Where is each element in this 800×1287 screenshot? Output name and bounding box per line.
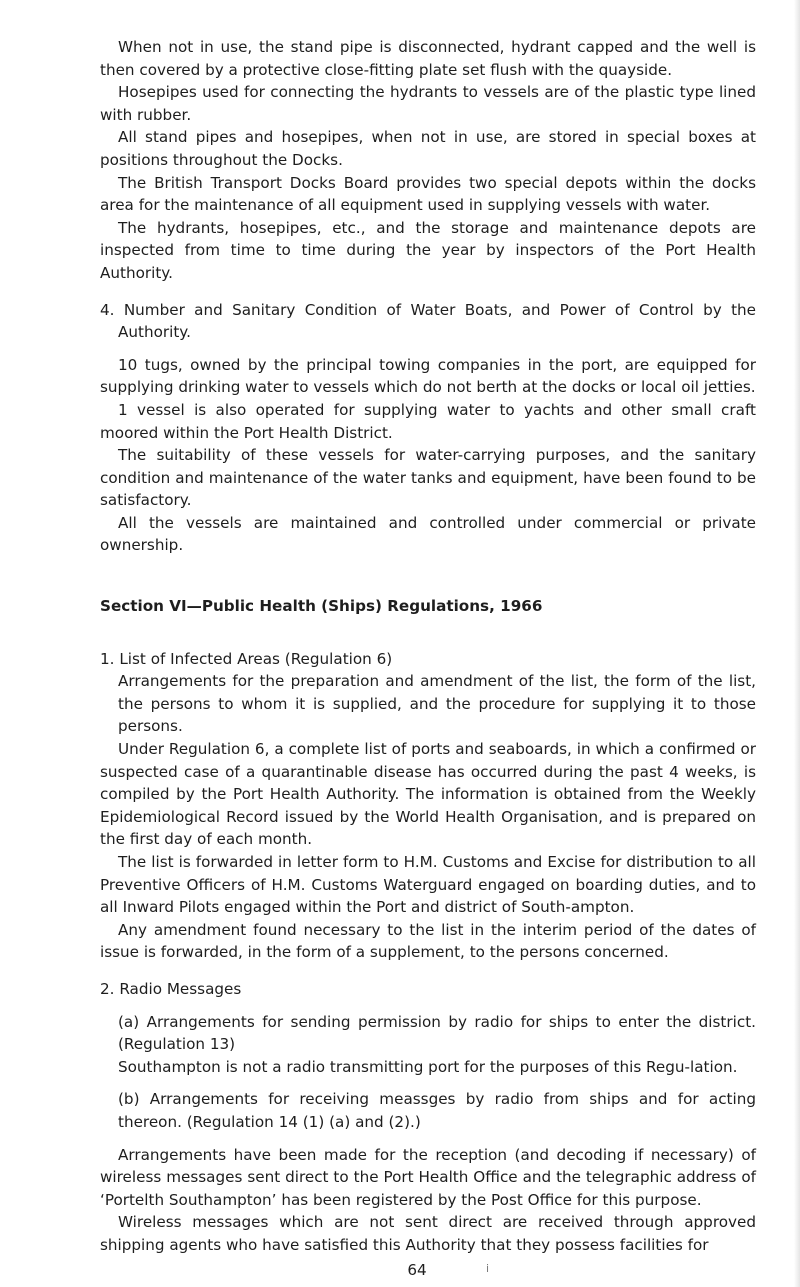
item-2-sub-a: (a) Arrangements for sending permission by radio for ships to enter the district. (Regulation 13) (118, 1012, 756, 1054)
paragraph-depots: The British Transport Docks Board provides two special depots within the docks area for the maintenance of all equipment used in supplying vessels with water. (100, 173, 756, 215)
paragraph-regulation-6: Under Regulation 6, a complete list of ports and seaboards, in which a confirmed or suspected case of a quarantinable disease has occurred during the past 4 weeks, is compiled by the Port Health Authority. The information is obtained from the Weekly Epidemiological Record issued by the World Health Organisation, and is prepared on the first day of each month. (100, 740, 756, 849)
paragraph-inspection: The hydrants, hosepipes, etc., and the storage and maintenance depots are inspected from time to time during the year by inspectors of the Port Health Authority. (100, 218, 756, 282)
document-page (100, 36, 756, 1281)
paragraph-amendment: Any amendment found necessary to the list in the interim period of the dates of issue is forwarded, in the form of a supplement, to the persons concerned. (100, 920, 756, 962)
paragraph-ownership: All the vessels are maintained and controlled under commercial or private ownership. (100, 513, 756, 555)
section-heading: Section VI—Public Health (Ships) Regulations, 1966 (100, 597, 543, 616)
item-1-heading: 1. List of Infected Areas (Regulation 6) (100, 649, 393, 668)
paragraph-wireless: Wireless messages which are not sent direct are received through approved shipping agents who have satisfied this Authority that they possess facilities for (100, 1213, 756, 1254)
paragraph-suitability: The suitability of these vessels for water-carrying purposes, and the sanitary condition and maintenance of the water tanks and equipment, have been found to be satisfactory. (100, 446, 756, 510)
page-edge-shadow (794, 0, 800, 1287)
item-2-heading: 2. Radio Messages (100, 979, 242, 998)
stray-mark: i (486, 1262, 490, 1275)
paragraph-reception: Arrangements have been made for the reception (and decoding if necessary) of wireless messages sent direct to the Port Health Office and the telegraphic address of ‘Portelth Southampton’ has been registered by the Post Office for this purpose. (100, 1145, 756, 1209)
paragraph-tugs: 10 tugs, owned by the principal towing companies in the port, are equipped for supplying drinking water to vessels which do not berth at the docks or local oil jetties. (100, 355, 756, 397)
paragraph-hosepipes: Hosepipes used for connecting the hydrants to vessels are of the plastic type lined with rubber. (100, 83, 756, 124)
paragraph-vessel: 1 vessel is also operated for supplying water to yachts and other small craft moored within the Port Health District. (100, 400, 756, 442)
paragraph-distribution: The list is forwarded in letter form to H.M. Customs and Excise for distribution to all Preventive Officers of H.M. Customs Waterguard engaged on boarding duties, and to all Inward Pilots engaged within the Port and district of South-ampton. (100, 853, 756, 917)
paragraph-not-transmitting: Southampton is not a radio transmitting port for the purposes of this Regu-lation. (118, 1057, 738, 1076)
page-number: 64 (407, 1260, 427, 1279)
item-4-heading: 4. Number and Sanitary Condition of Water Boats, and Power of Control by the Authority. (100, 300, 756, 342)
item-2-sub-b: (b) Arrangements for receiving meassges by radio from ships and for acting thereon. (Regulation 14 (1) (a) and (2).) (118, 1090, 756, 1131)
paragraph-storage: All stand pipes and hosepipes, when not in use, are stored in special boxes at positions throughout the Docks. (100, 128, 756, 169)
item-1-subtext: Arrangements for the preparation and amendment of the list, the form of the list, the persons to whom it is supplied, and the procedure for supplying it to those persons. (118, 672, 756, 736)
paragraph-standpipe: When not in use, the stand pipe is disconnected, hydrant capped and the well is then covered by a protective close-fitting plate set flush with the quayside. (100, 38, 756, 79)
